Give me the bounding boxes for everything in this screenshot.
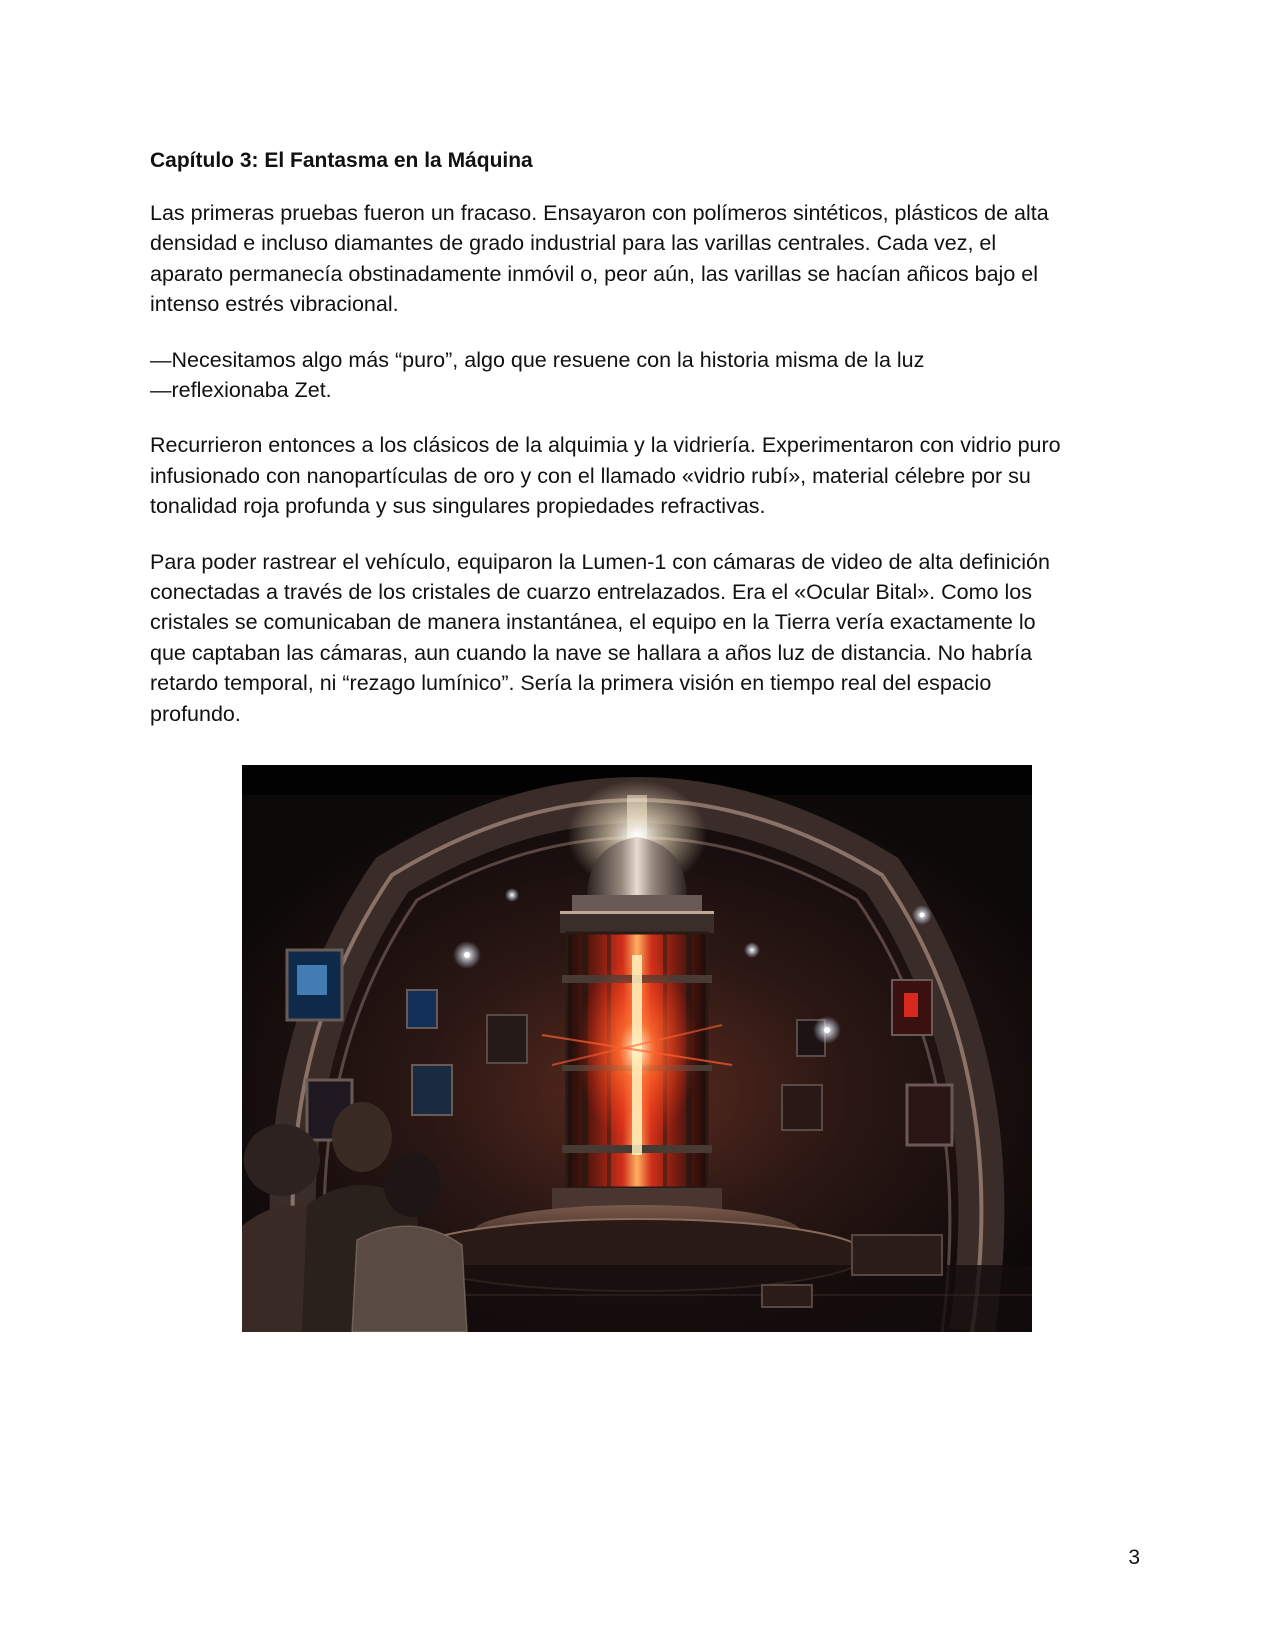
text-line: infusionado con nanopartículas de oro y con el llamado «vidrio rubí», material célebre por su bbox=[150, 463, 1031, 488]
text-line: profundo. bbox=[150, 701, 241, 726]
paragraph-1 bbox=[150, 198, 1135, 320]
page-content bbox=[150, 146, 1135, 754]
text-line: tonalidad roja profunda y sus singulares propiedades refractivas. bbox=[150, 494, 766, 519]
text-line: densidad e incluso diamantes de grado industrial para las varillas centrales. Cada vez, el bbox=[150, 231, 997, 256]
text-line: —reflexionaba Zet. bbox=[150, 378, 332, 403]
illustration-svg bbox=[242, 765, 1032, 1332]
chapter-title: Capítulo 3: El Fantasma en la Máquina bbox=[150, 149, 533, 172]
illustration-machine-chamber bbox=[242, 765, 1032, 1332]
text-line: aparato permanecía obstinadamente inmóvil o, peor aún, las varillas se hacían añicos bajo el bbox=[150, 261, 1038, 286]
text-line: que captaban las cámaras, aun cuando la nave se hallara a años luz de distancia. No habría bbox=[150, 640, 1033, 665]
page-number: 3 bbox=[1128, 1546, 1140, 1569]
paragraph-2 bbox=[150, 345, 1135, 406]
text-line: Para poder rastrear el vehículo, equiparon la Lumen-1 con cámaras de video de alta definición bbox=[150, 549, 1050, 574]
text-line: conectadas a través de los cristales de cuarzo entrelazados. Era el «Ocular Bital». Como los bbox=[150, 580, 1032, 605]
text-line: Las primeras pruebas fueron un fracaso. Ensayaron con polímeros sintéticos, plásticos de alta bbox=[150, 201, 1049, 225]
text-line: cristales se comunicaban de manera instantánea, el equipo en la Tierra vería exactamente lo bbox=[150, 610, 1036, 635]
paragraph-3 bbox=[150, 430, 1135, 521]
text-line: retardo temporal, ni “rezago lumínico”. Sería la primera visión en tiempo real del espacio bbox=[150, 671, 992, 696]
text-line: —Necesitamos algo más “puro”, algo que resuene con la historia misma de la luz bbox=[150, 347, 925, 372]
text-line: intenso estrés vibracional. bbox=[150, 292, 399, 317]
text-line: Recurrieron entonces a los clásicos de la alquimia y la vidriería. Experimentaron con vidrio puro bbox=[150, 433, 1061, 458]
paragraph-4 bbox=[150, 547, 1135, 729]
